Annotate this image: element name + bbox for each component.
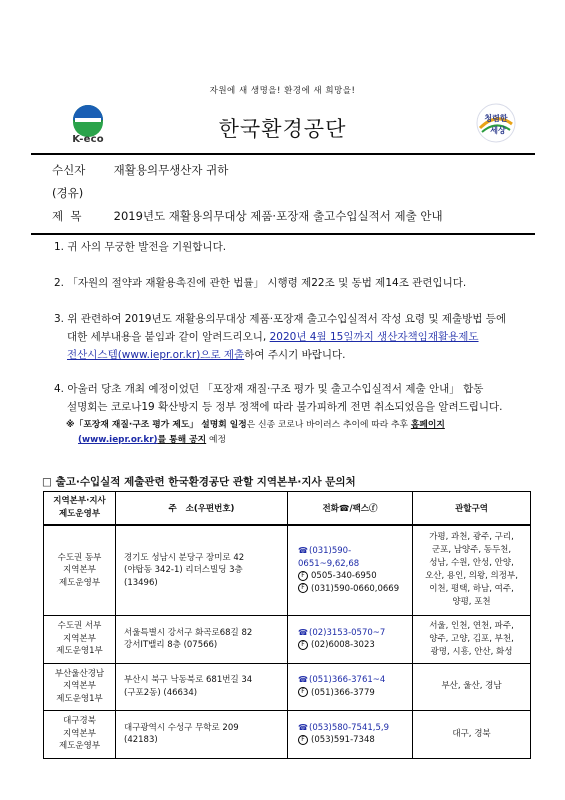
address-cell [116, 663, 288, 710]
subject-value: 2019년도 재활용의무대상 제품·포장재 출고수입실적서 제출 안내 [113, 209, 443, 223]
paragraph-3-line-1: 3. 위 관련하여 2019년도 재활용의무대상 제품·포장재 출고수입실적서 작성 요령 및 제출방법 등에 [54, 313, 507, 325]
phone-cell [288, 663, 413, 710]
header-region: 지역본부·지사 제도운영부 [44, 492, 116, 526]
header-divider-top [31, 153, 535, 155]
jurisdiction-line: 서울, 인천, 연천, 파주, [429, 620, 514, 631]
jurisdiction-line: 부산, 울산, 경남 [441, 681, 502, 691]
phone-number: (031)590-0651~9,62,68 [298, 546, 360, 569]
subject-row [52, 208, 443, 224]
via-label: (경유) [52, 186, 84, 200]
telephone-icon: ☎ [298, 722, 308, 732]
phone-cell [288, 615, 413, 663]
address-cell [116, 710, 288, 758]
emblem-text-2: 세상 [490, 126, 506, 135]
address-line: (구포2동) (46634) [124, 687, 198, 698]
jurisdiction-line: 양평, 포천 [452, 597, 491, 608]
paragraph-4-line-2: 설명회는 코로나19 확산방지 등 정부 정책에 따라 불가피하게 전면 취소되었음을 알려드립니다. [67, 401, 503, 413]
address-line: 서울특별시 강서구 화곡로68길 82 [124, 627, 253, 638]
org-title: 한국환경공단 [218, 117, 347, 141]
region-hq: 지역본부 [63, 681, 96, 692]
jurisdiction-line: 이천, 평택, 하남, 여주, [429, 584, 514, 595]
subject-label: 제 목 [52, 209, 82, 223]
section-title: □ 출고·수입실적 제출관련 한국환경공단 관할 지역본부·지사 문의처 [42, 476, 356, 488]
region-cell [44, 525, 116, 615]
fax-number: 0505-340-6950 [311, 571, 377, 582]
region-dept: 제도운영부 [58, 577, 101, 588]
table-row [44, 710, 531, 758]
address-line: 부산시 북구 낙동북로 681번길 34 [124, 675, 253, 685]
jurisdiction-line: 가평, 과천, 광주, 구리, [429, 532, 514, 543]
header-phone-fax: 전화☎/팩스ⓕ [288, 492, 413, 526]
note-line-2 [66, 433, 536, 448]
via-row [52, 185, 110, 201]
jurisdiction-line: 대구, 경북 [452, 728, 491, 739]
emblem-text-1: 청렴한 [484, 114, 508, 123]
homepage-url-link[interactable]: (www.iepr.or.kr) [78, 435, 158, 445]
paragraph-4-line-1: 4. 아울러 당초 개최 예정이었던 「포장재 재질·구조 평가 및 출고수입실적서 제출 안내」 합동 [54, 383, 484, 395]
fax-icon: F [298, 583, 308, 593]
region-dept: 제도운영부 [58, 741, 101, 752]
notice-note [66, 418, 536, 448]
header-jurisdiction: 관할구역 [413, 492, 531, 526]
address-line: (13496) [124, 577, 158, 588]
paragraph-3-line-2 [54, 328, 534, 346]
phone-cell [288, 525, 413, 615]
recipient-row [52, 162, 228, 178]
region-hq: 지역본부 [63, 565, 96, 575]
fax-number: (031)590-0660,0669 [311, 583, 400, 594]
paragraph-3-line-3-text: 하여 주시기 바랍니다. [244, 349, 346, 361]
regional-office-table [43, 491, 531, 759]
note-line-2-text: 예정 [206, 435, 226, 445]
table-row [44, 615, 531, 663]
region-hq: 지역본부 [63, 728, 96, 739]
note-homepage: 홈페이지 [410, 420, 445, 430]
fax-icon: F [298, 640, 308, 650]
paragraph-3 [54, 310, 534, 364]
region-dept: 제도운영1부 [56, 693, 103, 704]
region-cell [44, 663, 116, 710]
table-header-row [44, 492, 531, 526]
jurisdiction-line: 성남, 수원, 안성, 안양, [429, 558, 514, 569]
region-name: 수도권 서부 [57, 621, 102, 632]
clean-world-emblem-icon [472, 102, 520, 144]
note-announce: 를 통해 공지 [157, 435, 207, 445]
paragraph-1: 1. 귀 사의 무궁한 발전을 기원합니다. [54, 241, 227, 253]
region-name: 부산울산경남 [54, 668, 105, 679]
address-line: 경기도 성남시 분당구 장미로 42 [124, 552, 245, 563]
jurisdiction-cell [413, 710, 531, 758]
address-line: (야탑동 342-1) 리더스빌딩 3층 [124, 565, 243, 575]
table-row [44, 525, 531, 615]
paragraph-3-line-2-text: 대한 세부내용을 붙임과 같이 알려드리오니, [67, 331, 270, 343]
phone-number: (02)3153-0570~7 [309, 627, 386, 638]
address-line: 강서IT밸리 8층 (07566) [124, 640, 218, 650]
note-line-1-text: 은 신종 코로나 바이러스 추이에 따라 추후 [246, 420, 411, 430]
slogan: 자원에 새 생명을! 환경에 새 희망을! [209, 86, 356, 96]
logo-text: K-eco [72, 134, 104, 145]
table-row [44, 663, 531, 710]
deadline-highlight: 2020년 4월 15일까지 생산자책임재활용제도 [269, 331, 479, 343]
jurisdiction-cell [413, 663, 531, 710]
fax-number: (051)366-3779 [311, 687, 375, 698]
jurisdiction-cell [413, 525, 531, 615]
paragraph-4 [54, 380, 534, 416]
note-line-1 [66, 418, 536, 433]
phone-cell [288, 710, 413, 758]
telephone-icon: ☎ [298, 627, 308, 637]
fax-icon: F [298, 735, 308, 745]
region-name: 대구경북 [63, 716, 96, 727]
fax-number: (02)6008-3023 [311, 640, 375, 650]
system-url-link[interactable]: 전산시스템(www.iepr.or.kr)으로 제출 [67, 349, 245, 361]
address-cell [116, 525, 288, 615]
fax-icon: F [298, 687, 308, 697]
region-dept: 제도운영1부 [56, 646, 103, 657]
jurisdiction-line: 양주, 고양, 김포, 부천, [429, 633, 514, 644]
jurisdiction-line: 오산, 용인, 의왕, 의정부, [425, 571, 518, 582]
region-hq: 지역본부 [63, 633, 96, 644]
region-cell [44, 710, 116, 758]
fax-number: (053)591-7348 [311, 735, 375, 745]
telephone-icon: ☎ [298, 675, 308, 684]
paragraph-3-line-3 [54, 346, 534, 364]
recipient-value: 재활용의무생산자 귀하 [113, 163, 229, 177]
telephone-icon: ☎ [298, 546, 308, 556]
recipient-label: 수신자 [52, 163, 86, 177]
region-name: 수도권 동부 [57, 552, 102, 563]
jurisdiction-cell [413, 615, 531, 663]
fax-icon: F [298, 571, 308, 581]
address-cell [116, 615, 288, 663]
note-seminar-schedule: ※「포장재 재질·구조 평가 제도」 설명회 일정 [66, 420, 247, 430]
header-address: 주 소(우편번호) [116, 492, 288, 526]
jurisdiction-line: 군포, 남양주, 동두천, [431, 545, 512, 556]
jurisdiction-line: 광명, 시흥, 안산, 화성 [430, 646, 513, 657]
region-cell [44, 615, 116, 663]
phone-number: (051)366-3761~4 [309, 675, 386, 685]
phone-number: (053)580-7541,5,9 [309, 722, 389, 733]
address-line: (42183) [124, 735, 158, 745]
address-line: 대구광역시 수성구 무학로 209 [124, 722, 239, 733]
paragraph-2: 2. 「자원의 절약과 재활용촉진에 관한 법률」 시행령 제22조 및 동법 제14조 관련입니다. [54, 277, 467, 289]
header-divider-bottom [31, 233, 535, 235]
